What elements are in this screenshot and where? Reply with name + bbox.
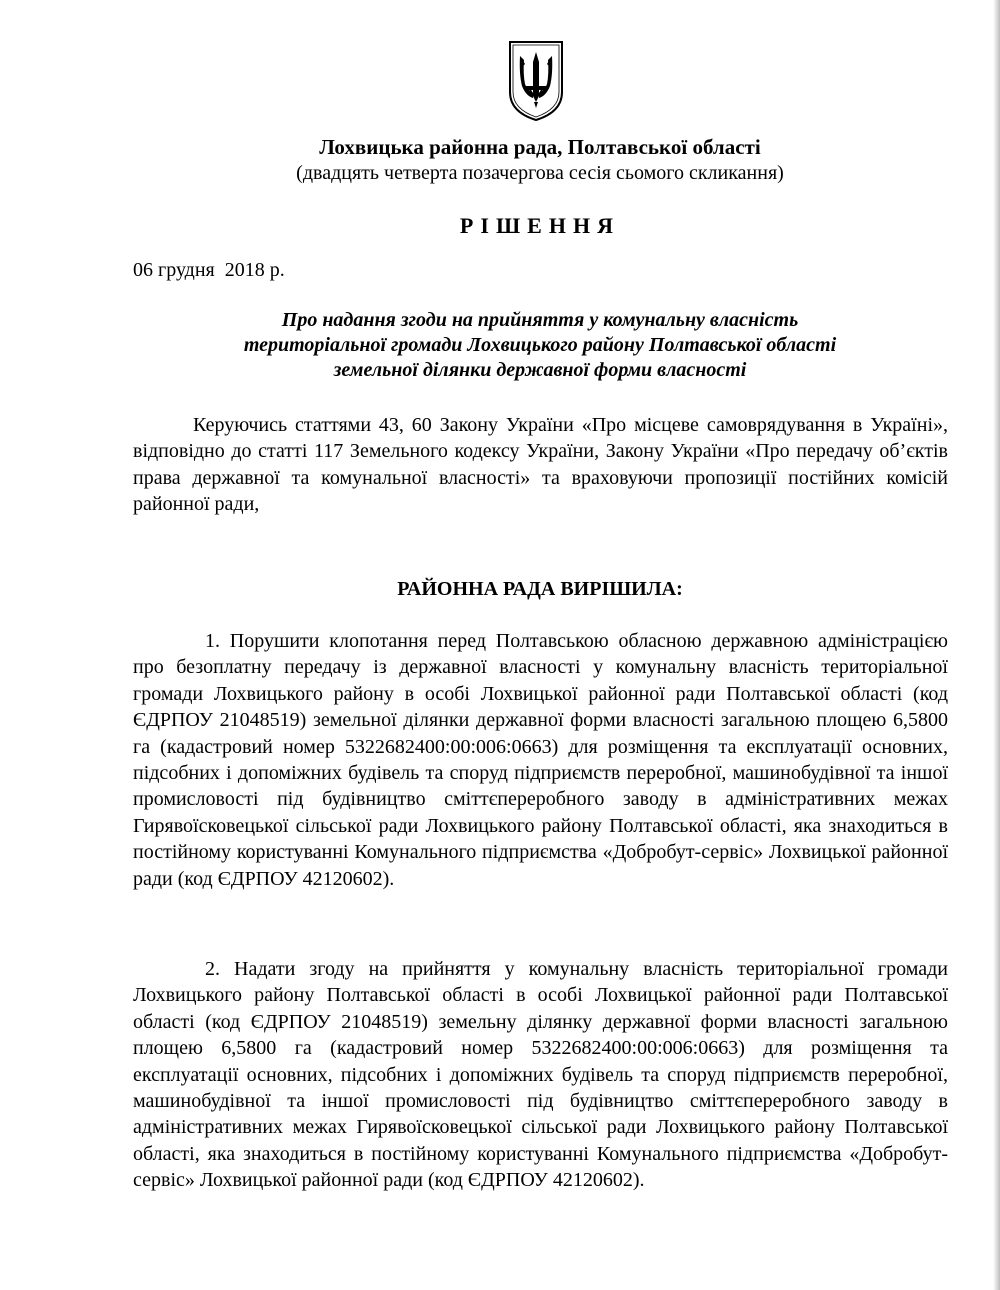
preamble-paragraph: Керуючись статтями 43, 60 Закону України «Про місцеве самоврядування в Україні», відповідно до статті 117 Земельного кодексу України, Закону України «Про передачу об’єктів права державної та комунальної власності» та враховуючи пропозиції постійних комісій районної ради, [133,414,948,516]
page-edge-shadow [993,0,1000,1290]
subject-line: територіальної громади Лохвицького району Полтавської області [243,334,837,356]
resolution-item [133,956,948,1194]
item-number: 2. [205,958,220,980]
item-number: 1. [205,630,220,652]
trident-coat-of-arms-icon [508,40,564,122]
item-text: Надати згоду на прийняття у комунальну власність територіальної громади Лохвицького району Полтавської області в особі Лохвицької районної ради Полтавської області (код ЄДРПОУ 21048519) земельну ділянку державної форми власності загальною площею 6,5800 га (кадастровий номер 5322682400:00:006:0663) для розміщення та експлуатації основних, підсобних і допоміжних будівель та споруд підприємств переробної, машинобудівної та іншої промисловості під будівництво сміттєпереробного заводу в адміністративних межах Гирявоїсковецької сільської ради Лохвицького району Полтавської області, яка знаходиться в постійному користуванні Комунального підприємства «Добробут-сервіс» Лохвицької районної ради (код ЄДРПОУ 42120602). [133,958,949,1192]
subject-line: Про надання згоди на прийняття у комунальну власність [281,309,799,331]
document-subject [130,308,950,383]
document-title: РІШЕННЯ [459,213,621,238]
item-text: Порушити клопотання перед Полтавською обласною державною адміністрацією про безоплатну передачу із державної власності у комунальну власність територіальної громади Лохвицького району в особі Лохвицької районної ради Полтавської області (код ЄДРПОУ 21048519) земельної ділянки державної форми власності загальною площею 6,5800 га (кадастровий номер 5322682400:00:006:0663) для розміщення та експлуатації основних, підсобних і допоміжних будівель та споруд підприємств переробної, машинобудівної та іншої промисловості під будівництво сміттєпереробного заводу в адміністративних межах Гирявоїсковецької сільської ради Лохвицького району Полтавської області, яка знаходиться в постійному користуванні Комунального підприємства «Добробут-сервіс» Лохвицької районної ради (код ЄДРПОУ 42120602). [133,630,948,890]
resolution-item [133,628,948,892]
resolution-heading: РАЙОННА РАДА ВИРІШИЛА: [397,578,683,600]
organization-name: Лохвицька районна рада, Полтавської області [319,135,761,159]
document-date: 06 грудня 2018 р. [133,259,285,281]
session-info: (двадцять четверта позачергова сесія сьомого скликання) [296,162,784,184]
subject-line: земельної ділянки державної форми власності [333,359,747,381]
